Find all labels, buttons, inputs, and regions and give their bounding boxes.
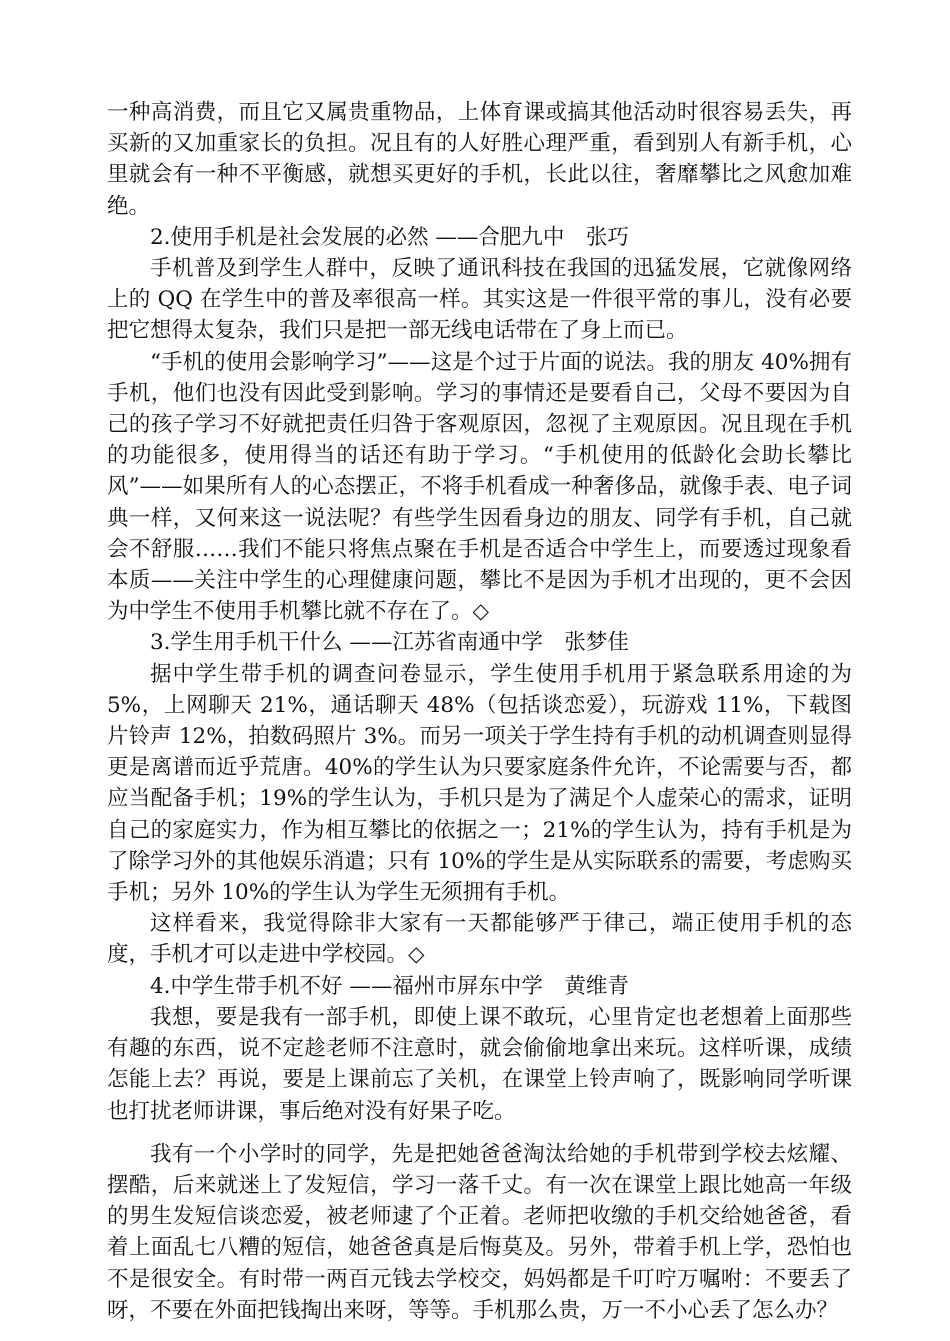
paragraph: 据中学生带手机的调查问卷显示，学生使用手机用于紧急联系用途的为 5%，上网聊天 21%，通话聊天 48%（包括谈恋爱），玩游戏 11%，下载图片铃声 12%，拍数码照片 3%。而另一项关于学生持有手机的动机调查则显得更是离谱而近乎荒唐。40%的学生认为只要家庭条件允许，不论需要与否，都应当配备手机；19%的学生认为，手机只是为了满足个人虚荣心的需求，证明自己的家庭实力，作为相互攀比的依据之一；21%的学生认为，持有手机是为了除学习外的其他娱乐消遣；只有 10%的学生是从实际联系的需要，考虑购买手机；另外 10%的学生认为学生无须拥有手机。 — [107, 661, 852, 906]
section-heading-3: 3.学生用手机干什么 ——江苏省南通中学 张梦佳 — [150, 630, 629, 656]
paragraph: 这样看来，我觉得除非大家有一天都能够严于律己，端正使用手机的态度，手机才可以走进中学校园。◇ — [107, 911, 852, 968]
paragraph-continued: 一种高消费，而且它又属贵重物品，上体育课或搞其他活动时很容易丢失，再买新的又加重家长的负担。况且有的人好胜心理严重，看到别人有新手机，心里就会有一种不平衡感，就想买更好的手机，长此以往，奢靡攀比之风愈加难绝。 — [107, 100, 852, 219]
paragraph: “手机的使用会影响学习”——这是个过于片面的说法。我的朋友 40%拥有手机，他们也没有因此受到影响。学习的事情还是要看自己，父母不要因为自己的孩子学习不好就把责任归咎于客观原因，忽视了主观原因。况且现在手机的功能很多，使用得当的话还有助于学习。“手机使用的低龄化会助长攀比风”——如果所有人的心态摆正，不将手机看成一种奢侈品，就像手表、电子词典一样，又何来这一说法呢？有些学生因看身边的朋友、同学有手机，自己就会不舒服……我们不能只将焦点聚在手机是否适合中学生上，而要透过现象看本质——关注中学生的心理健康问题，攀比不是因为手机才出现的，更不会因为中学生不使用手机攀比就不存在了。◇ — [107, 349, 852, 625]
paragraph: 我想，要是我有一部手机，即使上课不敢玩，心里肯定也老想着上面那些有趣的东西，说不定趁老师不注意时，就会偷偷地拿出来玩。这样听课，成绩怎能上去？再说，要是上课前忘了关机，在课堂上铃声响了，既影响同学听课也打扰老师讲课，事后绝对没有好果子吃。 — [107, 1004, 852, 1124]
section-heading-2: 2.使用手机是社会发展的必然 ——合肥九中 张巧 — [150, 224, 629, 250]
paragraph: 我有一个小学时的同学，先是把她爸爸淘汰给她的手机带到学校去炫耀、摆酷，后来就迷上了发短信，学习一落千丈。有一次在课堂上跟比她高一年级的男生发短信谈恋爱，被老师逮了个正着。老师把收缴的手机交给她爸爸，看着上面乱七八糟的短信，她爸爸真是后悔莫及。另外，带着手机上学，恐怕也不是很安全。有时带一两百元钱去学校交，妈妈都是千叮咛万嘱咐：不要丢了呀，不要在外面把钱掏出来呀，等等。手机那么贵，万一不小心丢了怎么办？ — [107, 1141, 852, 1323]
paragraph-spacer — [107, 1127, 852, 1139]
document-page — [107, 97, 852, 1326]
section-heading-4: 4.中学生带手机不好 ——福州市屏东中学 黄维青 — [150, 973, 629, 999]
paragraph: 手机普及到学生人群中，反映了通讯科技在我国的迅猛发展，它就像网络上的 QQ 在学生中的普及率很高一样。其实这是一件很平常的事儿，没有必要把它想得太复杂，我们只是把一部无线电话带在了身上而已。 — [107, 256, 852, 344]
